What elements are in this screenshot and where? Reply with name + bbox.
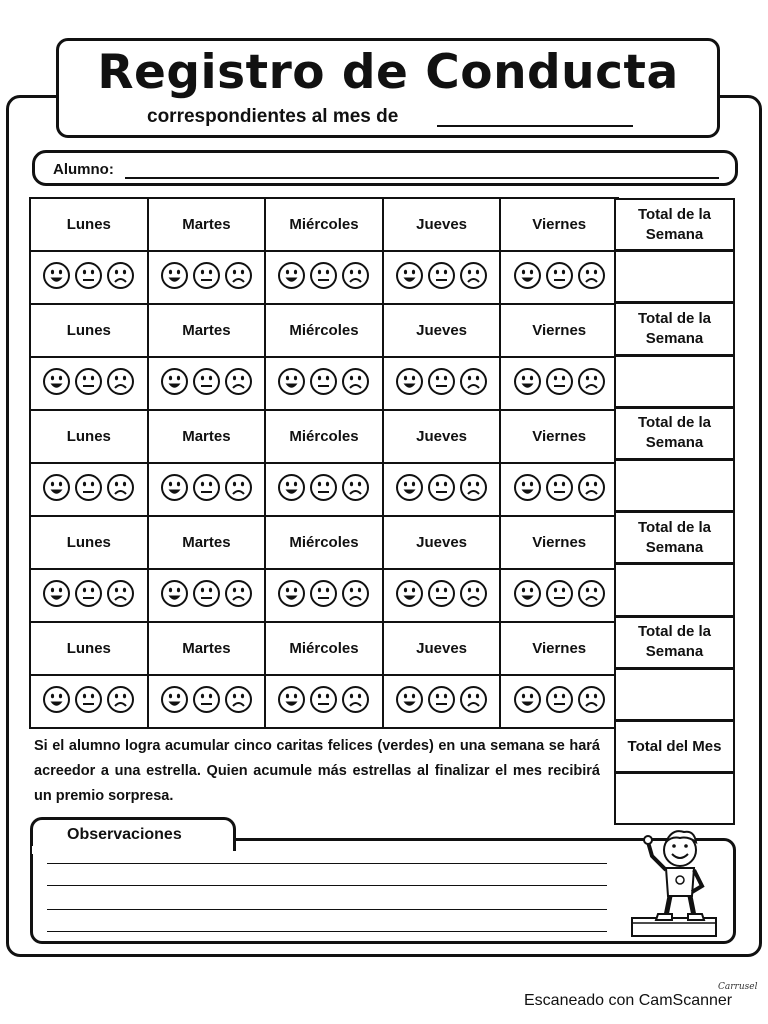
happy-face-icon[interactable]	[277, 579, 306, 608]
happy-face-icon[interactable]	[513, 261, 542, 290]
sad-face-icon[interactable]	[577, 579, 606, 608]
month-total-cell[interactable]	[614, 772, 735, 825]
happy-face-icon[interactable]	[277, 261, 306, 290]
sad-face-icon[interactable]	[224, 579, 253, 608]
neutral-face-icon[interactable]	[309, 473, 338, 502]
week-total-label: Total de la Semana	[614, 302, 735, 355]
sad-face-icon[interactable]	[106, 367, 135, 396]
sad-face-icon[interactable]	[106, 685, 135, 714]
month-total-label: Total del Mes	[614, 720, 735, 773]
happy-face-icon[interactable]	[42, 261, 71, 290]
sad-face-icon[interactable]	[577, 685, 606, 714]
face-cell	[383, 251, 501, 304]
face-cell	[383, 463, 501, 516]
day-header: Viernes	[500, 198, 618, 251]
day-header: Miércoles	[265, 516, 383, 569]
reward-note: Si el alumno logra acumular cinco caritas felices (verdes) en una semana se hará acreedor a una estrella. Quien acumule más estrellas al finalizar el mes recibirá un premio sorpresa.	[34, 738, 600, 804]
week-total-label: Total de la Semana	[614, 511, 735, 564]
neutral-face-icon[interactable]	[427, 579, 456, 608]
day-header: Jueves	[383, 410, 501, 463]
face-cell	[30, 357, 148, 410]
happy-face-icon[interactable]	[513, 367, 542, 396]
sad-face-icon[interactable]	[224, 473, 253, 502]
mascot-illustration	[630, 826, 722, 938]
happy-face-icon[interactable]	[160, 579, 189, 608]
face-cell	[265, 251, 383, 304]
neutral-face-icon[interactable]	[545, 579, 574, 608]
neutral-face-icon[interactable]	[545, 367, 574, 396]
neutral-face-icon[interactable]	[427, 473, 456, 502]
title-box	[56, 38, 720, 138]
neutral-face-icon[interactable]	[192, 473, 221, 502]
day-header: Jueves	[383, 622, 501, 675]
happy-face-icon[interactable]	[395, 579, 424, 608]
sad-face-icon[interactable]	[341, 685, 370, 714]
sad-face-icon[interactable]	[224, 261, 253, 290]
page-title: Registro de Conducta	[97, 45, 679, 100]
day-header: Miércoles	[265, 410, 383, 463]
sad-face-icon[interactable]	[577, 367, 606, 396]
day-header-row	[30, 198, 618, 251]
face-cell	[500, 569, 618, 622]
happy-face-icon[interactable]	[395, 473, 424, 502]
neutral-face-icon[interactable]	[427, 261, 456, 290]
face-cell	[30, 569, 148, 622]
sad-face-icon[interactable]	[577, 261, 606, 290]
student-blank-line	[125, 177, 719, 179]
observations-label: Observaciones	[67, 826, 182, 843]
neutral-face-icon[interactable]	[309, 261, 338, 290]
neutral-face-icon[interactable]	[309, 579, 338, 608]
neutral-face-icon[interactable]	[309, 685, 338, 714]
happy-face-icon[interactable]	[42, 579, 71, 608]
observation-line	[47, 931, 607, 932]
happy-face-icon[interactable]	[277, 367, 306, 396]
face-row	[30, 251, 618, 304]
day-header: Lunes	[30, 410, 148, 463]
week-total-cell[interactable]	[614, 563, 735, 616]
face-cell	[500, 463, 618, 516]
neutral-face-icon[interactable]	[427, 367, 456, 396]
day-header: Jueves	[383, 516, 501, 569]
face-cell	[500, 675, 618, 728]
neutral-face-icon[interactable]	[427, 685, 456, 714]
observation-line	[47, 885, 607, 886]
day-header-row	[30, 516, 618, 569]
day-header-row	[30, 622, 618, 675]
day-header: Miércoles	[265, 198, 383, 251]
day-header: Martes	[148, 198, 266, 251]
neutral-face-icon[interactable]	[74, 685, 103, 714]
day-header: Lunes	[30, 516, 148, 569]
happy-face-icon[interactable]	[160, 685, 189, 714]
student-field	[32, 150, 738, 186]
happy-face-icon[interactable]	[277, 473, 306, 502]
neutral-face-icon[interactable]	[192, 261, 221, 290]
observation-line	[47, 863, 607, 864]
face-cell	[148, 675, 266, 728]
happy-face-icon[interactable]	[160, 261, 189, 290]
happy-face-icon[interactable]	[42, 473, 71, 502]
face-cell	[265, 675, 383, 728]
face-row	[30, 357, 618, 410]
day-header: Viernes	[500, 304, 618, 357]
neutral-face-icon[interactable]	[545, 261, 574, 290]
day-header: Miércoles	[265, 304, 383, 357]
day-header: Martes	[148, 410, 266, 463]
face-cell	[383, 569, 501, 622]
sad-face-icon[interactable]	[459, 579, 488, 608]
sad-face-icon[interactable]	[106, 473, 135, 502]
day-header: Viernes	[500, 622, 618, 675]
happy-face-icon[interactable]	[42, 685, 71, 714]
day-header: Viernes	[500, 410, 618, 463]
sad-face-icon[interactable]	[459, 367, 488, 396]
day-header-row	[30, 304, 618, 357]
day-header-row	[30, 410, 618, 463]
face-cell	[148, 569, 266, 622]
face-cell	[383, 675, 501, 728]
face-row	[30, 569, 618, 622]
day-header: Lunes	[30, 198, 148, 251]
neutral-face-icon[interactable]	[74, 473, 103, 502]
happy-face-icon[interactable]	[513, 579, 542, 608]
face-cell	[148, 357, 266, 410]
day-header: Lunes	[30, 304, 148, 357]
day-header: Jueves	[383, 304, 501, 357]
neutral-face-icon[interactable]	[192, 685, 221, 714]
week-total-cell[interactable]	[614, 250, 735, 303]
day-header: Martes	[148, 304, 266, 357]
week-total-cell[interactable]	[614, 668, 735, 721]
sad-face-icon[interactable]	[341, 261, 370, 290]
face-row	[30, 463, 618, 516]
happy-face-icon[interactable]	[395, 685, 424, 714]
face-cell	[500, 251, 618, 304]
day-header: Viernes	[500, 516, 618, 569]
face-row	[30, 675, 618, 728]
neutral-face-icon[interactable]	[74, 367, 103, 396]
sad-face-icon[interactable]	[106, 579, 135, 608]
week-total-label: Total de la Semana	[614, 407, 735, 460]
happy-face-icon[interactable]	[42, 367, 71, 396]
sad-face-icon[interactable]	[224, 367, 253, 396]
neutral-face-icon[interactable]	[309, 367, 338, 396]
happy-face-icon[interactable]	[160, 473, 189, 502]
month-blank-line	[437, 125, 633, 127]
face-cell	[30, 675, 148, 728]
neutral-face-icon[interactable]	[192, 367, 221, 396]
face-cell	[265, 569, 383, 622]
day-header: Miércoles	[265, 622, 383, 675]
sad-face-icon[interactable]	[459, 685, 488, 714]
face-cell	[30, 463, 148, 516]
happy-face-icon[interactable]	[160, 367, 189, 396]
neutral-face-icon[interactable]	[192, 579, 221, 608]
day-header: Lunes	[30, 622, 148, 675]
neutral-face-icon[interactable]	[545, 473, 574, 502]
week-total-label: Total de la Semana	[614, 616, 735, 669]
day-header: Jueves	[383, 198, 501, 251]
sad-face-icon[interactable]	[341, 473, 370, 502]
behavior-grid	[29, 197, 619, 729]
month-label: correspondientes al mes de	[147, 106, 399, 127]
face-cell	[148, 463, 266, 516]
sad-face-icon[interactable]	[106, 261, 135, 290]
sad-face-icon[interactable]	[341, 579, 370, 608]
happy-face-icon[interactable]	[513, 685, 542, 714]
week-total-cell[interactable]	[614, 355, 735, 408]
sad-face-icon[interactable]	[224, 685, 253, 714]
brand-logo: Carrusel	[718, 982, 758, 992]
sad-face-icon[interactable]	[459, 261, 488, 290]
face-cell	[383, 357, 501, 410]
face-cell	[500, 357, 618, 410]
happy-face-icon[interactable]	[395, 261, 424, 290]
day-header: Martes	[148, 516, 266, 569]
neutral-face-icon[interactable]	[74, 579, 103, 608]
student-label: Alumno:	[53, 161, 114, 178]
week-total-label: Total de la Semana	[614, 198, 735, 251]
neutral-face-icon[interactable]	[545, 685, 574, 714]
face-cell	[265, 463, 383, 516]
observation-line	[47, 909, 607, 910]
happy-face-icon[interactable]	[395, 367, 424, 396]
face-cell	[30, 251, 148, 304]
sad-face-icon[interactable]	[577, 473, 606, 502]
face-cell	[265, 357, 383, 410]
happy-face-icon[interactable]	[513, 473, 542, 502]
face-cell	[148, 251, 266, 304]
sad-face-icon[interactable]	[341, 367, 370, 396]
week-total-cell[interactable]	[614, 459, 735, 512]
happy-face-icon[interactable]	[277, 685, 306, 714]
sad-face-icon[interactable]	[459, 473, 488, 502]
scanner-watermark: Escaneado con CamScanner	[524, 992, 733, 1009]
neutral-face-icon[interactable]	[74, 261, 103, 290]
day-header: Martes	[148, 622, 266, 675]
